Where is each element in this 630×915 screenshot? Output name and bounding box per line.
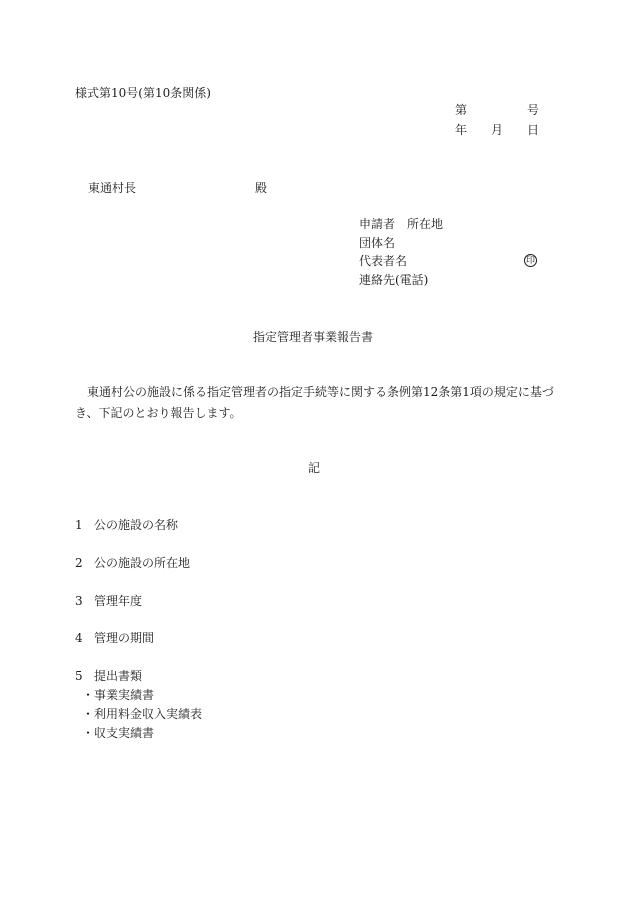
document-item-fee-income: ・利用料金収入実績表 (82, 707, 203, 721)
ki-label: 記 (308, 461, 321, 475)
list-item-number: 3 (75, 594, 83, 608)
list-item-facility-location: 公の施設の所在地 (94, 556, 191, 570)
document-title: 指定管理者事業報告書 (253, 330, 374, 344)
addressee-honorific: 殿 (255, 181, 268, 195)
list-item-number: 4 (75, 631, 83, 645)
contact-label: 連絡先(電話) (359, 273, 429, 287)
list-item-submitted-documents: 提出書類 (94, 669, 143, 683)
date-day: 日 (527, 123, 540, 137)
doc-number-go: 号 (527, 103, 540, 117)
address-label: 所在地 (407, 217, 444, 231)
document-item-income-expenditure: ・収支実績書 (82, 726, 155, 740)
seal-mark: 印 (525, 256, 535, 266)
doc-number-dai: 第 (455, 103, 468, 117)
body-paragraph: 東通村公の施設に係る指定管理者の指定手続等に関する条例第12条第1項の規定に基づき、下記のとおり報告します。 (75, 385, 554, 420)
date-year: 年 (455, 123, 468, 137)
list-item-number: 1 (75, 518, 83, 532)
list-item-number: 5 (75, 669, 83, 683)
rep-label: 代表者名 (359, 254, 408, 268)
list-item-management-year: 管理年度 (94, 594, 143, 608)
org-label: 団体名 (359, 236, 396, 250)
addressee-name: 東通村長 (88, 181, 137, 195)
date-month: 月 (491, 123, 504, 137)
list-item-facility-name: 公の施設の名称 (94, 518, 179, 532)
applicant-label: 申請者 (359, 217, 396, 231)
form-label: 様式第10号(第10条関係) (75, 86, 211, 100)
list-item-management-period: 管理の期間 (94, 631, 155, 645)
document-item-business-results: ・事業実績書 (82, 688, 155, 702)
list-item-number: 2 (75, 556, 83, 570)
